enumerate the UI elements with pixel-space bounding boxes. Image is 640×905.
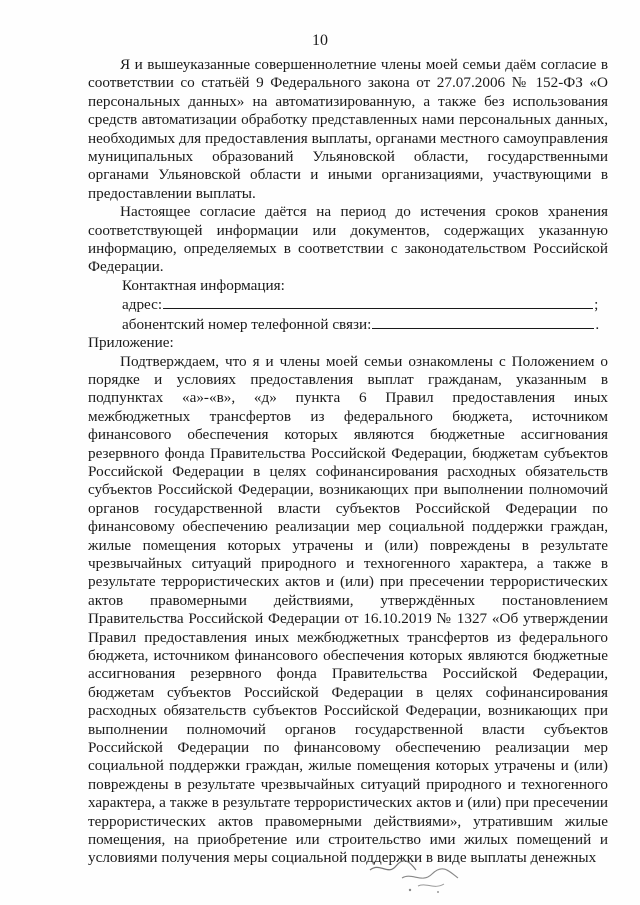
- attachment-label: Приложение:: [88, 334, 174, 352]
- address-label: адрес:: [122, 296, 163, 314]
- phone-label: абонентский номер телефонной связи:: [122, 315, 372, 333]
- page-number: 10: [312, 32, 328, 49]
- confirmation-paragraph: Подтверждаем, что я и члены моей семьи ознакомлены с Положением о порядке и условиях предоставления выплат гражданам, указанным в подпунктах «а»-«в», «д» пункта 6 Правил предоставления иных межбюджетных трансфертов из федерального бюджета, источником финансового обеспечения которых являются бюджетные ассигнования резервного фонда Правительства Российской Федерации, бюджетам субъектов Российской Федерации в целях софинансирования расходных обязательств субъектов Российской Федерации, возникающих при выполнении полномочий органов государственной власти субъектов Российской Федерации по финансовому обеспечению реализации мер социальной поддержки граждан, жилые помещения которых утрачены и (или) повреждены в результате чрезвычайных ситуаций природного и техногенного характера, а также в результате террористических актов и (или) при пресечении террористических актов правомерными действиями, утверждённых постановлением Правительства Российской Федерации от 16.10.2019 № 1327 «Об утверждении Правил предоставления иных межбюджетных трансфертов из федерального бюджета, источником финансового обеспечения которых являются бюджетные ассигнования резервного фонда Правительства Российской Федерации, бюджетам субъектов Российской Федерации в целях софинансирования расходных обязательств субъектов Российской Федерации, возникающих при выполнении полномочий органов государственной власти субъектов Российской Федерации по финансовому обеспечению реализации мер социальной поддержки граждан, жилые помещения которых утрачены и (или) повреждены в результате чрезвычайных ситуаций природного и техногенного характера, а также в результате террористических актов и (или) при пресечении террористических актов правомерными действиями», утратившим жилые помещения, на приобретение или строительство ими жилых помещений и условиями получения меры социальной поддержки в виде выплаты денежных: [88, 352, 608, 867]
- consent-paragraph: Я и вышеуказанные совершеннолетние члены моей семьи даём согласие в соответствии со статьёй 9 Федерального закона от 27.07.2006 № 152-ФЗ «О персональных данных» на автоматизированную, а также без использования средств автоматизации обработку представленных нами персональных данных, необходимых для предоставления выплаты, органами местного самоуправления муниципальных образований Ульяновской области, государственными органами Ульяновской области и иными организациями, участвующими в предоставлении выплаты.: [88, 56, 608, 202]
- phone-terminator: .: [595, 315, 600, 333]
- phone-line: [88, 315, 608, 334]
- contact-heading-line: [88, 277, 608, 295]
- contact-info-block: [88, 277, 608, 334]
- initials-mark: [366, 856, 476, 896]
- address-terminator: ;: [594, 296, 599, 314]
- address-blank-field[interactable]: [163, 295, 593, 309]
- phone-blank-field[interactable]: [372, 315, 594, 329]
- consent-period-paragraph: Настоящее согласие даётся на период до истечения сроков хранения соответствующей информации или документов, содержащих указанную информацию, определяемых в соответствии с законодательством Российской Федерации.: [88, 203, 608, 276]
- contact-heading: Контактная информация:: [122, 276, 285, 294]
- address-line: [88, 295, 608, 314]
- document-body: [88, 56, 608, 868]
